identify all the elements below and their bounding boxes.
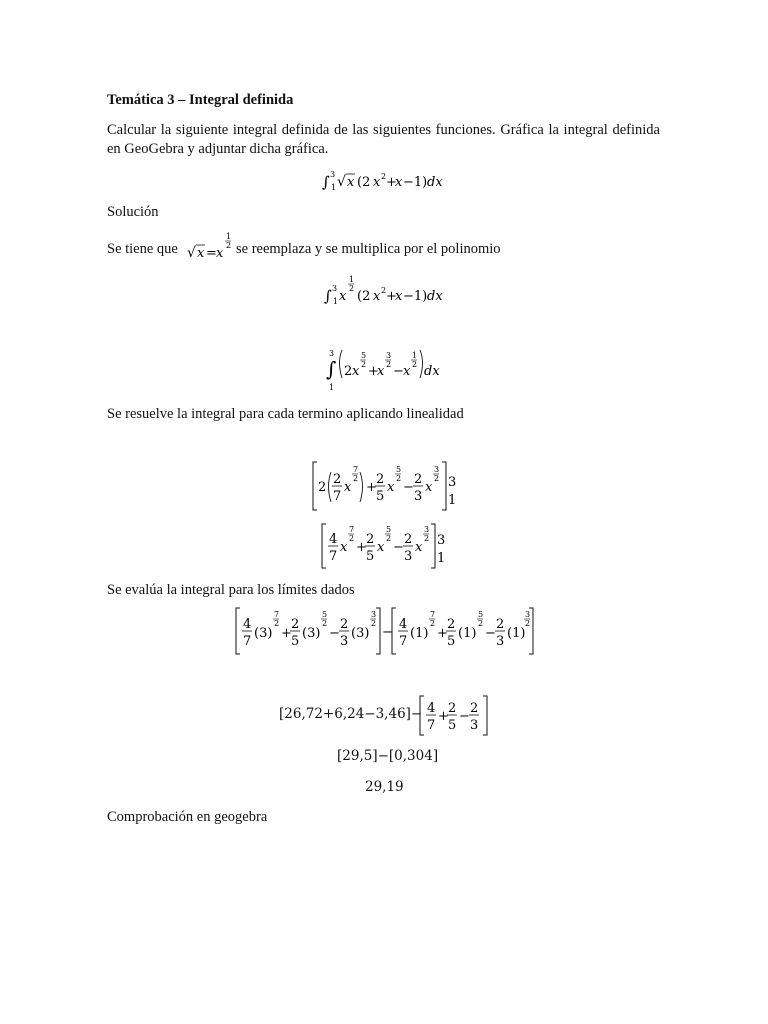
check-text: Comprobación en geogebra xyxy=(107,809,268,825)
equation-final-result: 29,19 xyxy=(365,779,404,795)
svg-text:2: 2 xyxy=(447,617,456,632)
svg-text:2: 2 xyxy=(361,360,367,369)
svg-text:3: 3 xyxy=(448,475,457,490)
svg-text:3: 3 xyxy=(434,465,440,474)
svg-text:2: 2 xyxy=(274,619,280,628)
equation-fraction-sum xyxy=(416,693,492,739)
svg-text:x: x xyxy=(344,480,352,495)
equation-numeric-a: [26,72+6,24−3,46]− xyxy=(279,706,423,722)
svg-text:7: 7 xyxy=(430,610,436,619)
svg-text:x: x xyxy=(197,246,205,261)
svg-text:4: 4 xyxy=(329,532,338,547)
svg-text:√: √ xyxy=(187,245,196,261)
svg-text:2: 2 xyxy=(349,284,355,293)
svg-text:7: 7 xyxy=(243,634,252,649)
svg-text:1: 1 xyxy=(331,183,337,192)
equation-integral-original xyxy=(320,168,450,194)
svg-text:2: 2 xyxy=(381,286,387,295)
svg-text:2: 2 xyxy=(333,472,342,487)
svg-text:1: 1 xyxy=(437,551,446,566)
svg-text:2: 2 xyxy=(386,534,392,543)
svg-text:2: 2 xyxy=(353,474,359,483)
svg-text:2: 2 xyxy=(478,619,484,628)
svg-text:2: 2 xyxy=(376,472,385,487)
svg-text:5: 5 xyxy=(361,351,367,360)
svg-text:2: 2 xyxy=(448,701,457,716)
svg-text:dx: dx xyxy=(427,175,443,190)
svg-text:x: x xyxy=(339,289,347,304)
svg-text:3: 3 xyxy=(525,610,531,619)
svg-text:7: 7 xyxy=(274,610,280,619)
svg-text:x: x xyxy=(340,540,348,555)
svg-text:dx: dx xyxy=(424,364,440,379)
svg-text:2: 2 xyxy=(366,532,375,547)
svg-text:(3): (3) xyxy=(302,626,321,641)
svg-text:3: 3 xyxy=(414,489,423,504)
svg-text:−1): −1) xyxy=(403,289,428,304)
svg-text:x: x xyxy=(377,364,385,379)
svg-text:+: + xyxy=(356,540,367,555)
svg-text:−: − xyxy=(382,625,393,640)
svg-text:−: − xyxy=(485,626,496,641)
svg-text:2: 2 xyxy=(344,364,353,379)
svg-text:∫: ∫ xyxy=(326,357,337,381)
svg-text:3: 3 xyxy=(330,170,336,179)
svg-text:(2: (2 xyxy=(357,175,371,190)
svg-text:3: 3 xyxy=(470,718,479,733)
svg-text:2: 2 xyxy=(404,532,413,547)
svg-text:−: − xyxy=(403,480,414,495)
svg-text:+: + xyxy=(366,480,377,495)
svg-text:+: + xyxy=(368,364,379,379)
svg-text:√: √ xyxy=(337,174,346,190)
svg-text:(3): (3) xyxy=(254,626,273,641)
svg-text:1: 1 xyxy=(412,351,418,360)
svg-text:2: 2 xyxy=(414,472,423,487)
svg-text:dx: dx xyxy=(427,289,443,304)
equation-numeric-b: [29,5]−[0,304] xyxy=(337,748,439,764)
svg-text:5: 5 xyxy=(386,525,392,534)
svg-text:5: 5 xyxy=(376,489,385,504)
equation-integral-substituted xyxy=(322,274,452,308)
svg-text:=: = xyxy=(206,246,217,261)
svg-text:5: 5 xyxy=(448,718,457,733)
svg-text:∫: ∫ xyxy=(324,287,332,305)
svg-text:1: 1 xyxy=(329,383,335,392)
svg-text:(1): (1) xyxy=(458,626,477,641)
note-prefix: Se tiene que xyxy=(107,241,178,257)
svg-text:+: + xyxy=(438,709,449,724)
svg-text:2: 2 xyxy=(412,360,418,369)
equation-sqrt-identity xyxy=(186,231,236,261)
svg-text:3: 3 xyxy=(496,634,505,649)
svg-text:1: 1 xyxy=(448,493,457,508)
svg-text:x: x xyxy=(216,246,224,261)
svg-text:x: x xyxy=(347,175,355,190)
svg-text:2: 2 xyxy=(371,619,377,628)
svg-text:2: 2 xyxy=(430,619,436,628)
svg-text:7: 7 xyxy=(399,634,408,649)
svg-text:7: 7 xyxy=(353,465,359,474)
svg-text:5: 5 xyxy=(396,465,402,474)
svg-text:x: x xyxy=(415,540,423,555)
svg-text:4: 4 xyxy=(427,701,436,716)
svg-text:x: x xyxy=(425,480,433,495)
svg-text:5: 5 xyxy=(366,549,375,564)
svg-text:(1): (1) xyxy=(507,626,526,641)
svg-text:3: 3 xyxy=(371,610,377,619)
svg-text:(3): (3) xyxy=(351,626,370,641)
intro-paragraph: Calcular la siguiente integral definida de las siguientes funciones. Gráfica la integral definida en GeoGebra y adjuntar dicha gráfica. xyxy=(107,122,660,157)
svg-text:7: 7 xyxy=(333,489,342,504)
svg-text:2: 2 xyxy=(424,534,430,543)
svg-text:3: 3 xyxy=(424,525,430,534)
svg-text:7: 7 xyxy=(349,525,355,534)
svg-text:x: x xyxy=(395,175,403,190)
svg-text:4: 4 xyxy=(399,617,408,632)
svg-text:−: − xyxy=(393,364,404,379)
svg-text:5: 5 xyxy=(478,610,484,619)
svg-text:2: 2 xyxy=(496,617,505,632)
svg-text:2: 2 xyxy=(386,360,392,369)
svg-text:1: 1 xyxy=(333,297,339,306)
svg-text:4: 4 xyxy=(243,617,252,632)
svg-text:7: 7 xyxy=(427,718,436,733)
svg-text:5: 5 xyxy=(447,634,456,649)
svg-text:2: 2 xyxy=(381,172,387,181)
svg-text:7: 7 xyxy=(329,549,338,564)
svg-text:3: 3 xyxy=(404,549,413,564)
solution-heading: Solución xyxy=(107,204,159,220)
svg-text:−: − xyxy=(329,626,340,641)
svg-text:2: 2 xyxy=(318,480,327,495)
svg-text:(2: (2 xyxy=(357,289,371,304)
svg-text:−1): −1) xyxy=(403,175,428,190)
equation-evaluation xyxy=(232,604,537,658)
svg-text:2: 2 xyxy=(470,701,479,716)
svg-text:2: 2 xyxy=(434,474,440,483)
svg-text:x: x xyxy=(373,175,381,190)
svg-text:3: 3 xyxy=(386,351,392,360)
svg-text:2: 2 xyxy=(349,534,355,543)
svg-text:5: 5 xyxy=(322,610,328,619)
svg-text:2: 2 xyxy=(396,474,402,483)
svg-text:+: + xyxy=(386,175,397,190)
svg-text:−: − xyxy=(459,709,470,724)
equation-antiderivative-1 xyxy=(309,458,464,514)
svg-text:1: 1 xyxy=(349,275,355,284)
linearity-text: Se resuelve la integral para cada termino aplicando linealidad xyxy=(107,406,464,422)
svg-text:∫: ∫ xyxy=(322,173,330,191)
svg-text:−: − xyxy=(393,540,404,555)
note-suffix: se reemplaza y se multiplica por el polinomio xyxy=(236,241,501,257)
svg-text:x: x xyxy=(403,364,411,379)
svg-text:x: x xyxy=(373,289,381,304)
svg-text:+: + xyxy=(437,626,448,641)
svg-text:x: x xyxy=(352,364,360,379)
svg-text:3: 3 xyxy=(329,349,335,358)
svg-text:x: x xyxy=(387,480,395,495)
svg-text:5: 5 xyxy=(291,634,300,649)
svg-text:1: 1 xyxy=(226,232,232,241)
svg-text:x: x xyxy=(377,540,385,555)
svg-text:+: + xyxy=(386,289,397,304)
svg-text:3: 3 xyxy=(340,634,349,649)
svg-text:2: 2 xyxy=(291,617,300,632)
svg-text:x: x xyxy=(395,289,403,304)
svg-text:+: + xyxy=(281,626,292,641)
svg-text:2: 2 xyxy=(340,617,349,632)
equation-integral-expanded xyxy=(325,344,450,394)
svg-text:2: 2 xyxy=(322,619,328,628)
svg-text:2: 2 xyxy=(525,619,531,628)
section-title: Temática 3 – Integral definida xyxy=(107,92,294,108)
equation-antiderivative-2 xyxy=(318,520,458,572)
svg-text:2: 2 xyxy=(226,241,232,250)
svg-text:(1): (1) xyxy=(410,626,429,641)
svg-text:3: 3 xyxy=(332,284,338,293)
svg-text:3: 3 xyxy=(437,533,446,548)
evaluate-text: Se evalúa la integral para los límites dados xyxy=(107,582,355,598)
